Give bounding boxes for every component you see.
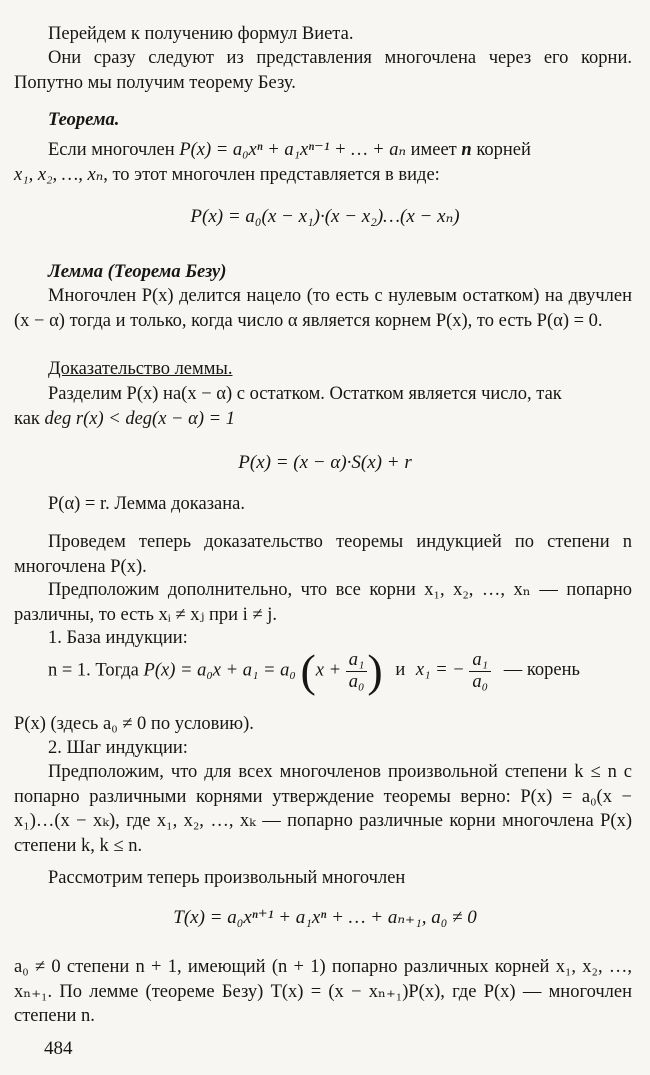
- t-polynomial-formula: T(x) = a₀xⁿ⁺¹ + a₁xⁿ + … + aₙ₊₁, a₀ ≠ 0: [173, 907, 477, 928]
- base-heading: 1. База индукции:: [48, 628, 188, 648]
- division-formula: P(x) = (x − α)·S(x) + r: [238, 452, 412, 473]
- proof-heading: Доказательство леммы.: [48, 359, 233, 379]
- lemma-heading: Лемма (Теорема Безу): [48, 262, 227, 282]
- step-hypothesis: Предположим, что для всех многочленов произвольной степени k ≤ n с попарно различными корнями утверждение теоремы верно: P(x) = a₀(x − x₁)…(x − xₖ), где x₁, x₂, …, xₖ — попарно различные корни многочлена P(x) степени k, k ≤ n.: [14, 762, 632, 856]
- theorem-statement: Если многочлен P(x) = a₀xⁿ + a₁xⁿ⁻¹ + … + aₙ имеет n корней x₁, x₂, …, xₙ, то этот многочлен представляется в виде:: [14, 140, 531, 185]
- page-number: 484: [44, 1038, 73, 1059]
- assumption: Предположим дополнительно, что все корни x₁, x₂, …, xₙ — попарно различны, то есть xᵢ ≠ xⱼ при i ≠ j.: [14, 580, 632, 625]
- fraction-a1-a0-root: $\frac{\text{a₁}}{\text{a₀}}$: [469, 650, 491, 693]
- base-note: P(x) (здесь a₀ ≠ 0 по условию).: [14, 714, 254, 734]
- polynomial-formula: P(x) = a₀xⁿ + a₁xⁿ⁻¹ + … + aₙ: [179, 140, 407, 160]
- proof-text: Разделим P(x) на(x − α) с остатком. Остатком является число, так как deg r(x) < deg(x − α) = 1: [14, 384, 562, 429]
- factorization-formula: P(x) = a₀(x − x₁)·(x − x₂)…(x − xₙ): [190, 206, 460, 227]
- induction-intro: Проведем теперь доказательство теоремы индукцией по степени n многочлена P(x).: [14, 532, 632, 577]
- final-paragraph: a₀ ≠ 0 степени n + 1, имеющий (n + 1) попарно различных корней x₁, x₂, …, xₙ₊₁. По лемме (теореме Безу) T(x) = (x − xₙ₊₁)P(x), где P(x) — многочлен степени n.: [14, 957, 632, 1026]
- intro-line-1: Перейдем к получению формул Виета.: [48, 24, 354, 44]
- fraction-a1-a0: $\frac{\text{a₁}}{\text{a₀}}$: [346, 650, 368, 693]
- step-heading: 2. Шаг индукции:: [48, 738, 188, 758]
- theorem-heading: Теорема.: [48, 110, 120, 130]
- lemma-conclusion: P(α) = r. Лемма доказана.: [48, 494, 245, 514]
- intro-paragraph: Они сразу следуют из представления многочлена через его корни. Попутно мы получим теорему Безу.: [14, 48, 632, 93]
- consider-line: Рассмотрим теперь произвольный многочлен: [48, 868, 406, 888]
- base-formula-line: n = 1. Тогда P(x) = a₀x + a₁ = a₀ (x + $\frac{\text{a₁}}{\text{a₀}}$ ) и x₁ = − $\frac{\text{a₁}}{\text{a₀}}$ — корень: [48, 645, 580, 696]
- lemma-statement: Многочлен P(x) делится нацело (то есть с нулевым остатком) на двучлен (x − α) тогда и только, когда число α является корнем P(x), то есть P(α) = 0.: [14, 286, 632, 331]
